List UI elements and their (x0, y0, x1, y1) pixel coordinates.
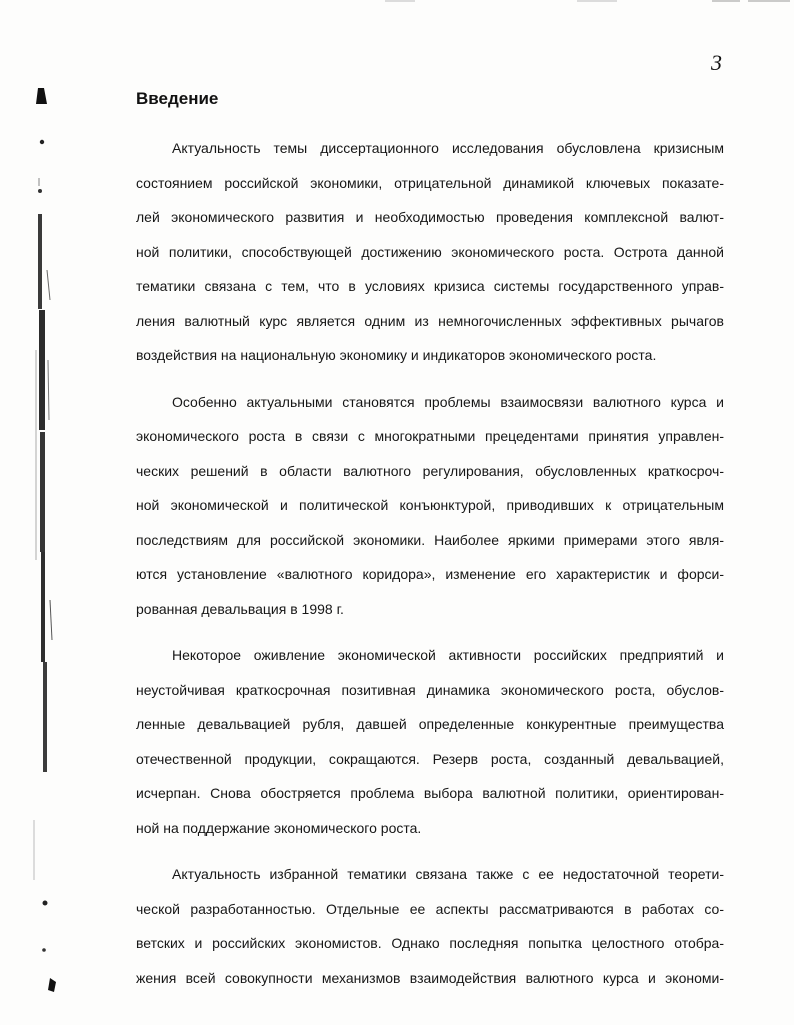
text-line: ются установление «валютного коридора», изменение его характеристик и форси- (136, 566, 724, 582)
text-line: жения всей совокупности механизмов взаимодействия валютного курса и экономи- (136, 969, 724, 986)
text-line: ной политики, способствующей достижению экономического роста. Острота данной (136, 243, 724, 260)
page-number: 3 (711, 50, 722, 75)
scan-edge-artifacts (0, 0, 80, 1025)
text-line: Особенно актуальными становятся проблемы взаимосвязи валютного курса и (172, 393, 724, 410)
text-line: экономического роста в связи с многократными прецедентами принятия управлен- (136, 428, 724, 444)
scan-top-rules (0, 0, 794, 6)
text-line: тематики связана с тем, что в условиях кризиса системы государственного управ- (136, 278, 724, 294)
text-line: состоянием российской экономики, отрицательной динамикой ключевых показате- (136, 174, 724, 191)
text-line: ления валютный курс является одним из немногочисленных эффективных рычагов (136, 312, 724, 329)
text-line: рованная девальвация в 1998 г. (136, 600, 344, 617)
text-line: Актуальность темы диссертационного исследования обусловлена кризисным (172, 140, 724, 156)
text-line: лей экономического развития и необходимостью проведения комплексной валют- (136, 209, 724, 225)
paragraph-relevance (136, 131, 724, 373)
text-line: Актуальность избранной тематики связана также с ее недостаточной теорети- (172, 866, 724, 882)
text-line: ветских и российских экономистов. Однако последняя попытка целостного отобра- (136, 935, 724, 951)
section-heading: Введение (136, 89, 219, 108)
text-line: ной экономической и политической конъюнктурой, приводивших к отрицательным (136, 497, 724, 513)
text-line: отечественной продукции, сокращаются. Резерв роста, созданный девальвацией, (136, 750, 724, 767)
text-line: ческих решений в области валютного регулирования, обусловленных краткосроч- (136, 462, 724, 479)
body-text (136, 131, 724, 1007)
text-line: исчерпан. Снова обостряется проблема выбора валютной политики, ориентирован- (136, 785, 724, 801)
paragraph-theory (136, 857, 724, 995)
paragraph-revival (136, 638, 724, 845)
text-line: ческой разработанностью. Отдельные ее аспекты рассматриваются в работах со- (136, 900, 724, 917)
text-line: последствиям для российской экономики. Наиболее яркими примерами этого явля- (136, 531, 724, 548)
text-line: воздействия на национальную экономику и индикаторов экономического роста. (136, 347, 657, 363)
text-line: Некоторое оживление экономической активности российских предприятий и (172, 647, 724, 663)
text-line: ленные девальвацией рубля, давшей определенные конкурентные преимущества (136, 716, 724, 732)
text-line: неустойчивая краткосрочная позитивная динамика экономического роста, обуслов- (136, 681, 724, 698)
text-line: ной на поддержание экономического роста. (136, 819, 422, 836)
paragraph-exchange-rate (136, 385, 724, 627)
